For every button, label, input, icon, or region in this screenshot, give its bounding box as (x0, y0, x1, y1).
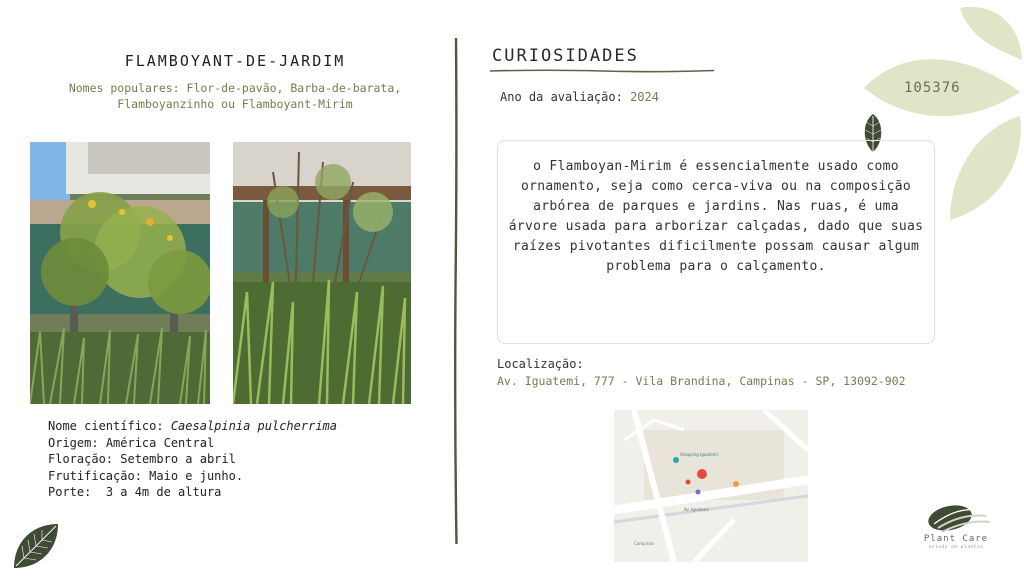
brand-name: Plant Care (923, 534, 989, 544)
curiosities-title: CURIOSIDADES (492, 46, 639, 66)
fact-fruiting: Frutificação: Maio e junho. (48, 468, 244, 483)
plant-facts (48, 418, 337, 501)
vertical-divider (452, 38, 460, 544)
title-underline (490, 68, 714, 74)
brand-tagline: estudo de plantas (928, 545, 984, 550)
leaf-icon (10, 520, 62, 572)
fact-origin: Origem: América Central (48, 435, 215, 450)
map-label: Av. Iguatemi (684, 507, 709, 512)
curiosity-text: o Flamboyan-Mirim é essencialmente usado como ornamento, seja como cerca-viva ou na composição arbórea de parques e jardins. Nas ruas, é uma árvore usada para arborizar calçadas, dado que suas raízes pivotantes dificilmente possam causar algum problema para o calçamento. (508, 159, 924, 274)
fact-size: Porte: 3 a 4m de altura (48, 485, 222, 499)
fact-scientific: Nome científico: Caesalpinia pulcherrima (48, 419, 337, 433)
map-label: Campinas (634, 541, 654, 546)
evaluation-year: Ano da avaliação: 2024 (500, 90, 659, 104)
plant-title: FLAMBOYANT-DE-JARDIM (124, 52, 346, 70)
fact-flowering: Floração: Setembro a abril (48, 452, 236, 466)
location-address[interactable]: Av. Iguatemi, 777 - Vila Brandina, Campinas - SP, 13092-902 (497, 374, 906, 388)
plant-photo-1 (30, 142, 210, 404)
popular-names-label: Nomes populares: (68, 81, 180, 95)
location-map[interactable] (614, 410, 808, 562)
location-label: Localização: (497, 357, 584, 371)
map-label: Shopping Iguatemi (680, 452, 718, 457)
plant-code: 105376 (904, 80, 961, 96)
popular-names-value: Flor-de-pavão, Barba-de-barata, Flamboyanzinho ou Flamboyant-Mirim (117, 81, 402, 111)
popular-names (55, 80, 415, 112)
plant-photo-2 (233, 142, 411, 404)
